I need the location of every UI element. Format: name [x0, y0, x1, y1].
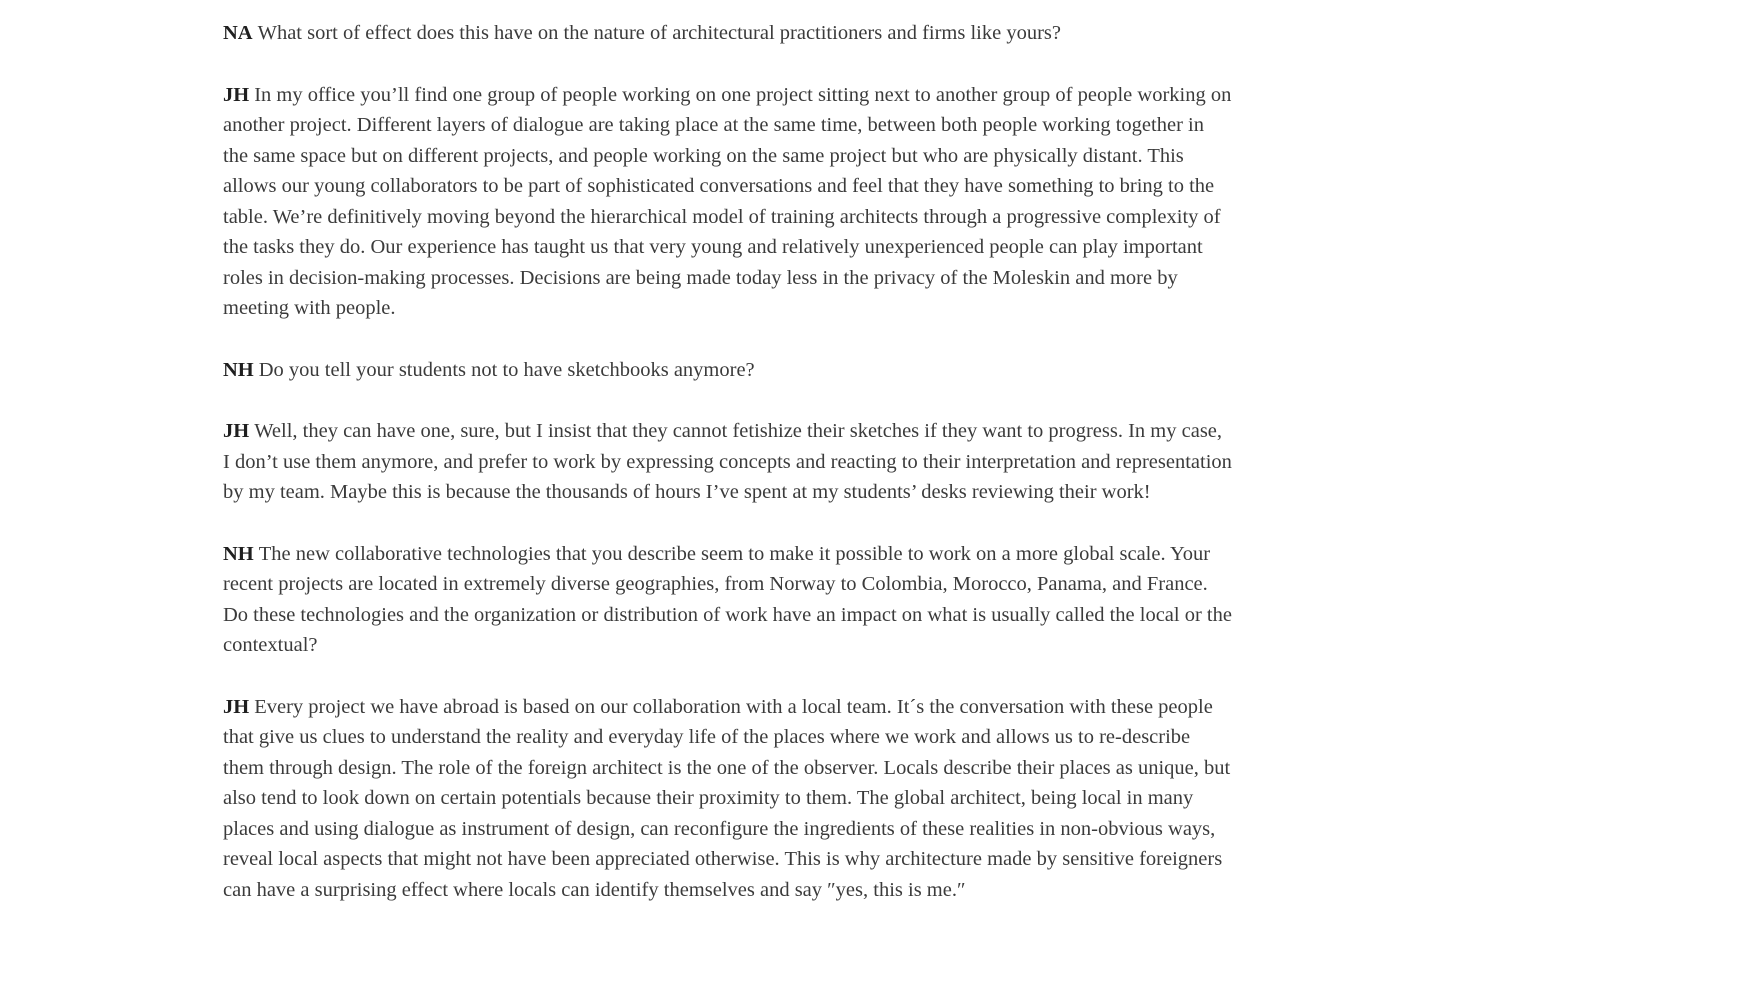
interview-paragraph-question — [223, 539, 1233, 661]
speaker-initials: NH — [223, 542, 254, 565]
paragraph-text: In my office you’ll find one group of people working on one project sitting next to another group of people working on another project. Different layers of dialogue are taking place at the same time, between both people working together in the same space but on different projects, and people working on the same project but who are physically distant. This allows our young collaborators to be part of sophisticated conversations and feel that they have something to bring to the table. We’re definitively moving beyond the hierarchical model of training architects through a progressive complexity of the tasks they do. Our experience has taught us that very young and relatively unexperienced people can play important roles in decision-making processes. Decisions are being made today less in the privacy of the Moleskin and more by meeting with people. — [223, 83, 1232, 319]
speaker-initials: JH — [223, 695, 250, 718]
interview-paragraph-answer — [223, 80, 1233, 324]
paragraph-text: The new collaborative technologies that you describe seem to make it possible to work on a more global scale. Your recent projects are located in extremely diverse geographies, from Norway to Colombia, Morocco, Panama, and France. Do these technologies and the organization or distribution of work have an impact on what is usually called the local or the contextual? — [223, 542, 1232, 656]
interview-article — [223, 18, 1233, 936]
paragraph-text: What sort of effect does this have on the nature of architectural practitioners and firms like yours? — [257, 22, 1061, 44]
interview-paragraph-answer — [223, 692, 1233, 906]
interview-paragraph-question — [223, 18, 1233, 49]
speaker-initials: JH — [223, 83, 250, 106]
speaker-initials: JH — [223, 420, 250, 442]
speaker-initials: NA — [223, 22, 253, 44]
paragraph-text: Do you tell your students not to have sketchbooks anymore? — [258, 358, 755, 381]
interview-paragraph-question — [223, 355, 1233, 386]
speaker-initials: NH — [223, 358, 254, 381]
paragraph-text: Every project we have abroad is based on our collaboration with a local team. It´s the conversation with these people that give us clues to understand the reality and everyday life of the places where we work and allows us to re-describe them through design. The role of the foreign architect is the one of the observer. Locals describe their places as unique, but also tend to look down on certain potentials because their proximity to them. The global architect, being local in many places and using dialogue as instrument of design, can reconfigure the ingredients of these realities in non-obvious ways, reveal local aspects that might not have been appreciated otherwise. This is why architecture made by sensitive foreigners can have a surprising effect where locals can identify themselves and say ″yes, this is me.″ — [223, 695, 1231, 901]
interview-paragraph-answer — [223, 416, 1233, 508]
paragraph-text: Well, they can have one, sure, but I insist that they cannot fetishize their sketches if they want to progress. In my case, I don’t use them anymore, and prefer to work by expressing concepts and reacting to their interpretation and representation by my team. Maybe this is because the thousands of hours I’ve spent at my students’ desks reviewing their work! — [223, 420, 1232, 503]
